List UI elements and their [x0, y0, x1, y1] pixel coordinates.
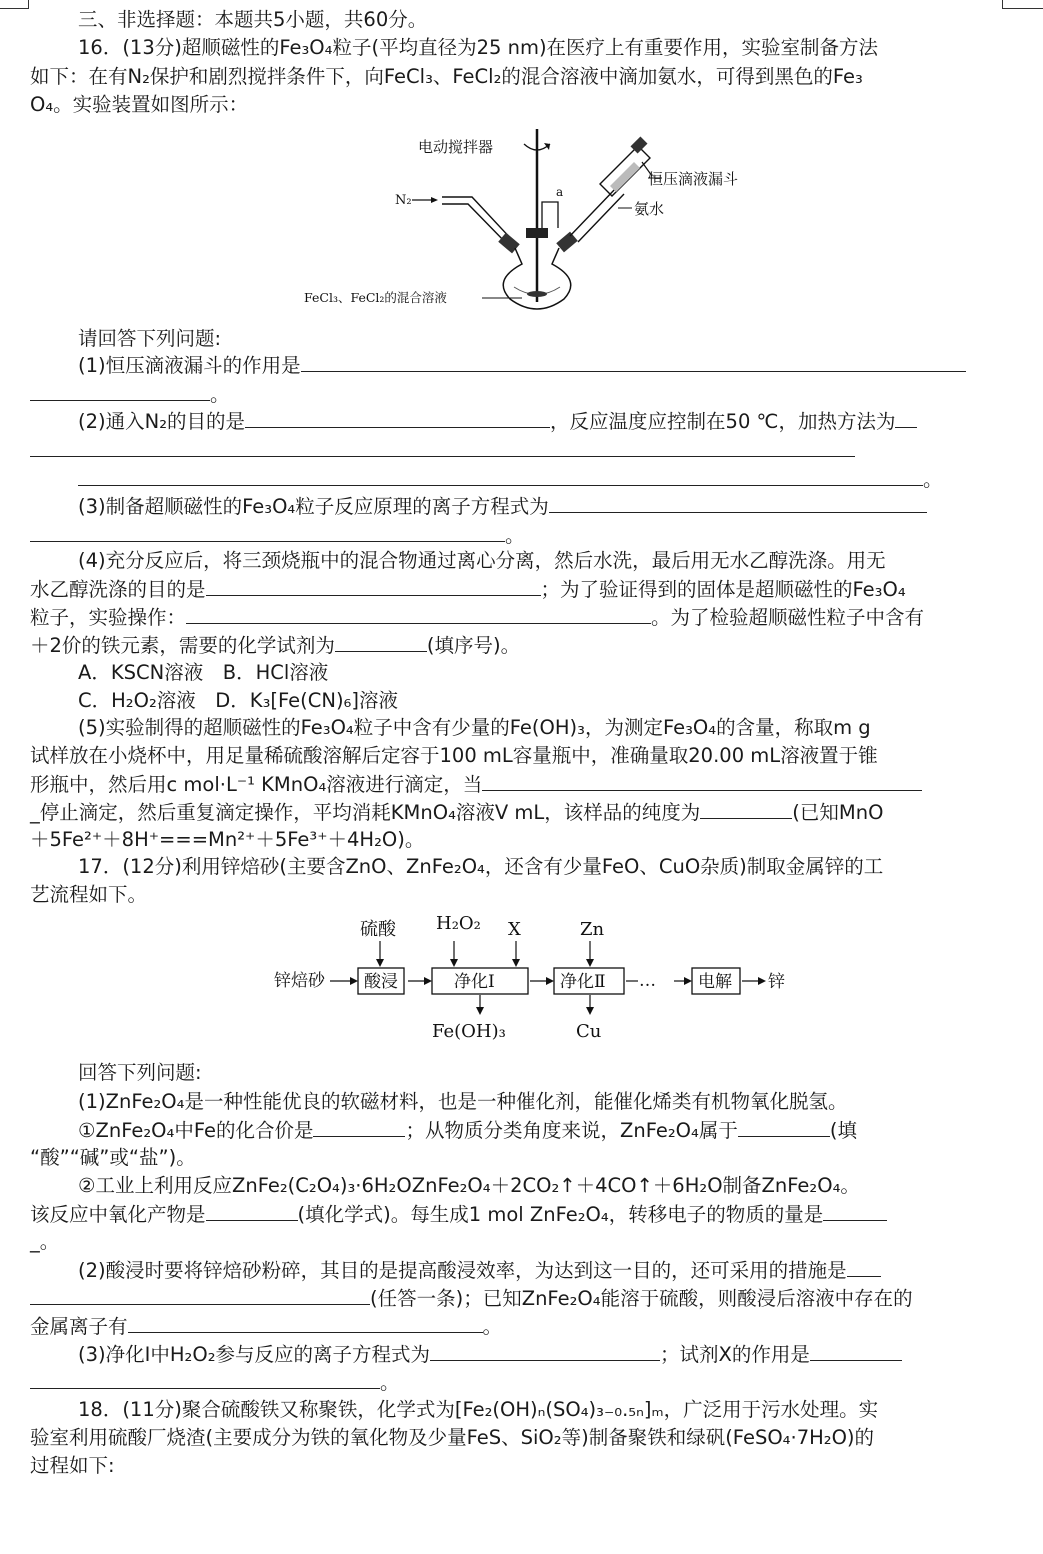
- answer-blank[interactable]: [245, 407, 550, 428]
- process-flow-diagram: [268, 905, 798, 1050]
- arrow-icon: [758, 977, 766, 985]
- q16-part5-line2: 试样放在小烧杯中，用足量稀硫酸溶解后定容于100 mL容量瓶中，准确量取20.00 mL溶液置于锥: [30, 744, 878, 767]
- answer-blank[interactable]: [549, 492, 927, 513]
- arrow-icon: [350, 977, 358, 985]
- solution-label: FeCl₃、FeCl₂的混合溶液: [304, 290, 447, 305]
- input-x: X: [508, 919, 521, 940]
- q17-part2-line2: (任答一条)；已知ZnFe₂O₄能溶于硫酸，则酸浸后溶液中存在的: [30, 1284, 985, 1313]
- arrow-icon: [450, 959, 458, 967]
- answer-blank[interactable]: [313, 1116, 405, 1137]
- q18-intro-line2: 验室利用硫酸厂烧渣(主要成分为铁的氧化物及少量FeS、SiO₂等)制备聚铁和绿矾(FeSO₄·7H₂O)的: [30, 1426, 875, 1449]
- q16-part5-line5: ＋5Fe²⁺＋8H⁺===Mn²⁺＋5Fe³⁺＋4H₂O)。: [30, 828, 425, 851]
- apparatus-figure: [300, 124, 770, 312]
- q17-part1-line5: 该反应中氧化产物是 (填化学式)。每生成1 mol ZnFe₂O₄，转移电子的物质的量是: [30, 1200, 985, 1229]
- input-h2o2: H₂O₂: [436, 913, 481, 934]
- q17-intro-line1: 17．(12分)利用锌焙砂(主要含ZnO、ZnFe₂O₄，还含有少量FeO、CuO杂质)制取金属锌的工: [78, 855, 884, 878]
- ammonia-label: 氨水: [634, 200, 665, 218]
- q16-part4-line3: 粒子，实验操作： 。为了检验超顺磁性粒子中含有: [30, 603, 985, 632]
- q16-intro-line2: 如下：在有N₂保护和剧烈搅拌条件下，向FeCl₃、FeCl₂的混合溶液中滴加氨水，可得到黑色的Fe₃: [30, 65, 863, 88]
- q16-part3-line2: 。: [30, 521, 985, 550]
- output-feoh3: Fe(OH)₃: [432, 1021, 506, 1042]
- q16-part4-line1: (4)充分反应后，将三颈烧瓶中的混合物通过离心分离，然后水洗，最后用无水乙醇洗涤。用无: [78, 549, 886, 572]
- arrow-icon: [586, 959, 594, 967]
- arrow-icon: [546, 977, 554, 985]
- answer-blank[interactable]: [430, 1340, 660, 1361]
- arrow-icon: [424, 977, 432, 985]
- q16-part5-line1: (5)实验制得的超顺磁性的Fe₃O₄粒子中含有少量的Fe(OH)₃，为测定Fe₃O₄的含量，称取m g: [78, 716, 871, 739]
- funnel-label: 恒压滴液漏斗: [648, 170, 739, 188]
- output-cu: Cu: [576, 1021, 602, 1042]
- answer-blank[interactable]: [482, 770, 922, 791]
- q16-options-ab: A．KSCN溶液 B．HCl溶液: [78, 661, 329, 684]
- step-acid-leach: 酸浸: [364, 972, 398, 992]
- answer-blank[interactable]: [301, 351, 966, 372]
- stirrer-label: 电动搅拌器: [418, 138, 494, 156]
- answer-blank[interactable]: [30, 436, 855, 457]
- answer-blank[interactable]: [206, 1200, 298, 1221]
- side-tube-a: [542, 202, 558, 228]
- answer-blank[interactable]: [30, 1284, 370, 1305]
- q16-part1-line2: 。: [30, 380, 985, 409]
- start-material: 锌焙砂: [274, 971, 325, 991]
- q16-options-cd: C．H₂O₂溶液 D．K₃[Fe(CN)₆]溶液: [78, 689, 398, 712]
- answer-blank[interactable]: [206, 575, 541, 596]
- q16-part5-line3: 形瓶中，然后用c mol·L⁻¹ KMnO₄溶液进行滴定，当: [30, 770, 985, 799]
- ellipsis: …: [639, 971, 656, 991]
- input-zn: Zn: [580, 919, 605, 940]
- answer-blank[interactable]: [128, 1312, 483, 1333]
- q17-part2-line3: 金属离子有 。: [30, 1312, 985, 1341]
- arrow-icon: [476, 1007, 484, 1015]
- arrow-icon: [512, 959, 520, 967]
- q16-part2-line2: [30, 436, 985, 465]
- answer-blank[interactable]: [847, 1256, 881, 1277]
- q17-part1-line3: “酸”“碱”或“盐”)。: [30, 1146, 196, 1169]
- funnel-liquid: [610, 162, 640, 192]
- center-stopper: [526, 228, 548, 238]
- q16-intro-line1: 16．(13分)超顺磁性的Fe₃O₄粒子(平均直径为25 nm)在医疗上有重要作用，实验室制备方法: [78, 36, 879, 59]
- q17-intro-line2: 艺流程如下。: [30, 883, 148, 906]
- a-label: a: [556, 185, 564, 199]
- q17-part2-line1: (2)酸浸时要将锌焙砂粉碎，其目的是提高酸浸效率，为达到这一目的，还可采用的措施是: [78, 1256, 985, 1285]
- answer-blank[interactable]: [810, 1340, 902, 1361]
- arrow-icon: [586, 1007, 594, 1015]
- arrow-icon: [376, 959, 384, 967]
- step-purify-2: 净化Ⅱ: [560, 972, 606, 992]
- q16-part5-line4: _停止滴定，然后重复滴定操作，平均消耗KMnO₄溶液V mL，该样品的纯度为 (已知MnO: [30, 798, 985, 827]
- q16-part1-line1: (1)恒压滴液漏斗的作用是: [78, 351, 985, 380]
- q16-prompt: 请回答下列问题:: [78, 327, 222, 350]
- q18-intro-line1: 18．(11分)聚合硫酸铁又称聚铁，化学式为[Fe₂(OH)ₙ(SO₄)₃₋₀.₅ₙ]ₘ，广泛用于污水处理。实: [78, 1398, 879, 1421]
- q17-part1-line6: _。: [30, 1230, 60, 1253]
- answer-blank[interactable]: [335, 631, 427, 652]
- funnel-stem: [570, 188, 624, 242]
- answer-blank[interactable]: [186, 603, 651, 624]
- answer-blank[interactable]: [78, 465, 923, 486]
- q16-part4-line4: ＋2价的铁元素，需要的化学试剂为 (填序号)。: [30, 631, 985, 660]
- page-corner-mark-left: [0, 0, 29, 9]
- q17-prompt: 回答下列问题:: [78, 1061, 202, 1084]
- right-stopper: [556, 232, 578, 253]
- q18-intro-line3: 过程如下:: [30, 1454, 115, 1477]
- arrow-icon: [684, 977, 692, 985]
- section-title: 三、非选择题：本题共5小题，共60分。: [78, 8, 428, 31]
- q16-part2-line3: 。: [78, 465, 985, 494]
- answer-blank[interactable]: [895, 407, 917, 428]
- n2-label: N₂: [395, 193, 412, 208]
- q17-part1-line4: ②工业上利用反应ZnFe₂(C₂O₄)₃·6H₂OZnFe₂O₄＋2CO₂↑＋4CO↑＋6H₂O制备ZnFe₂O₄。: [78, 1174, 860, 1197]
- q16-intro-line3: O₄。实验装置如图所示：: [30, 93, 249, 116]
- answer-blank[interactable]: [30, 1368, 380, 1389]
- q16-part2-line1: (2)通入N₂的目的是 ，反应温度应控制在50 ℃，加热方法为: [78, 407, 985, 436]
- step-purify-1: 净化Ⅰ: [454, 972, 495, 992]
- page-corner-mark-right: [1002, 0, 1043, 9]
- answer-blank[interactable]: [738, 1116, 830, 1137]
- end-product: 锌: [768, 972, 785, 992]
- answer-blank[interactable]: [823, 1200, 887, 1221]
- answer-blank[interactable]: [30, 521, 505, 542]
- input-sulfuric-acid: 硫酸: [360, 919, 396, 940]
- stir-bar: [527, 291, 547, 297]
- q17-part1-line1: (1)ZnFe₂O₄是一种性能优良的软磁材料，也是一种催化剂，能催化烯类有机物氧化脱氢。: [78, 1090, 848, 1113]
- q16-part4-line2: 水乙醇洗涤的目的是 ；为了验证得到的固体是超顺磁性的Fe₃O₄: [30, 575, 985, 604]
- answer-blank[interactable]: [30, 380, 210, 401]
- answer-blank[interactable]: [700, 798, 792, 819]
- step-electrolysis: 电解: [698, 972, 732, 992]
- q17-part3-line1: (3)净化Ⅰ中H₂O₂参与反应的离子方程式为 ；试剂X的作用是: [78, 1340, 985, 1369]
- q16-part3-line1: (3)制备超顺磁性的Fe₃O₄粒子反应原理的离子方程式为: [78, 492, 985, 521]
- q17-part3-line2: 。: [30, 1368, 985, 1397]
- q17-part1-line2: ①ZnFe₂O₄中Fe的化合价是 ；从物质分类角度来说，ZnFe₂O₄属于 (填: [78, 1116, 985, 1145]
